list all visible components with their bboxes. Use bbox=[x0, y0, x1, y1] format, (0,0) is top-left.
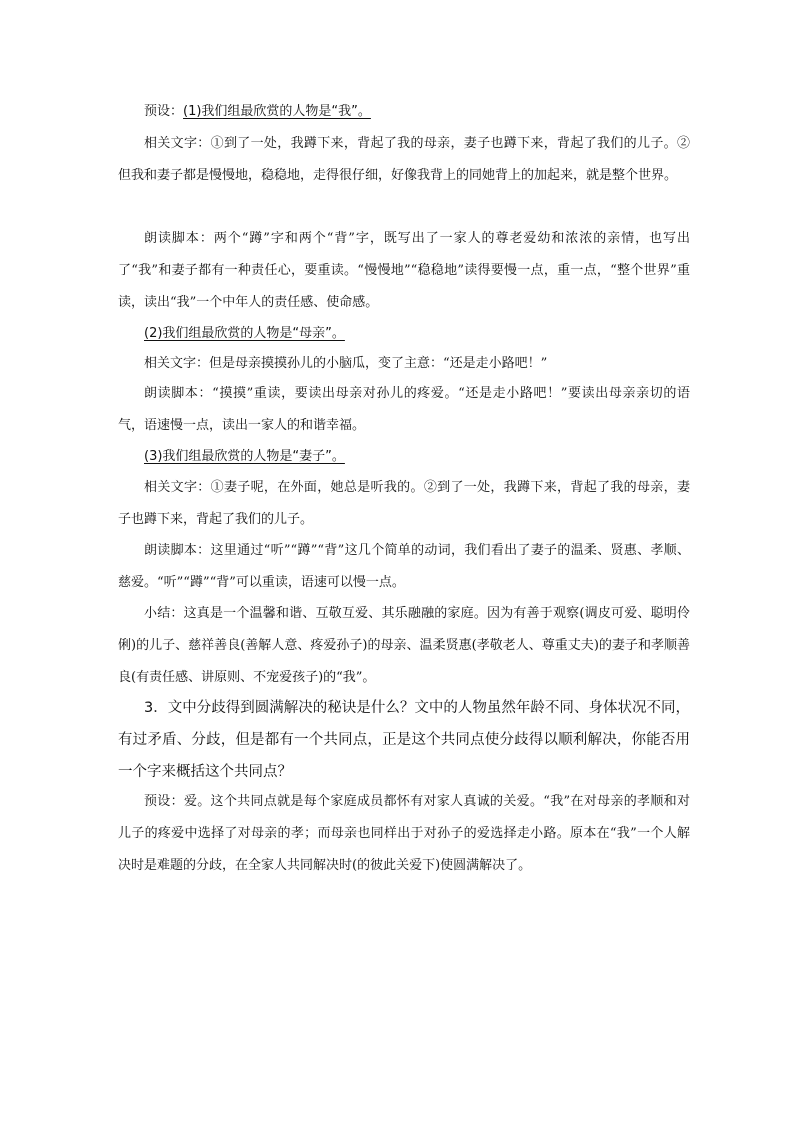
preset-heading-wife: (3)我们组最欣赏的人物是“妻子”。 bbox=[144, 449, 345, 464]
question-3: 3．文中分歧得到圆满解决的秘诀是什么？文中的人物虽然年龄不同、身体状况不同，有过矛盾、分歧，但是都有一个共同点，正是这个共同点使分歧得以顺利解决，你能否用一个字来概括这个共同点？ bbox=[118, 700, 690, 780]
preset-heading-me: (1)我们组最欣赏的人物是“我”。 bbox=[183, 104, 371, 119]
preset-2-heading bbox=[118, 318, 690, 350]
summary-label: 小结： bbox=[144, 606, 184, 621]
reading-script-3 bbox=[118, 535, 690, 599]
reading-script-body: 这里通过“听”“蹲”“背”这几个简单的动词，我们看出了妻子的温柔、贤惠、孝顺、慈爱。“听”“蹲”“背”可以重读，语速可以慢一点。 bbox=[118, 543, 690, 590]
preset-1 bbox=[118, 96, 690, 128]
related-text-body: ①到了一处，我蹲下来，背起了我的母亲，妻子也蹲下来，背起了我们的儿子。②但我和妻子都是慢慢地，稳稳地，走得很仔细，好像我背上的同她背上的加起来，就是整个世界。 bbox=[118, 136, 690, 183]
preset-answer bbox=[118, 786, 690, 882]
related-text-label: 相关文字： bbox=[144, 136, 211, 151]
reading-script-body: “摸摸”重读，要读出母亲对孙儿的疼爱。“还是走小路吧！”要读出母亲亲切的语气，语速慢一点，读出一家人的和谐幸福。 bbox=[118, 386, 690, 433]
reading-script-label: 朗读脚本： bbox=[144, 386, 213, 401]
preset-heading-mother: (2)我们组最欣赏的人物是“母亲”。 bbox=[144, 326, 345, 341]
related-text-body: 但是母亲摸摸孙儿的小脑瓜，变了主意：“还是走小路吧！” bbox=[209, 356, 548, 371]
related-text-3 bbox=[118, 472, 690, 536]
reading-script-body: 两个“蹲”字和两个“背”字，既写出了一家人的尊老爱幼和浓浓的亲情，也写出了“我”和妻子都有一种责任心，要重读。“慢慢地”“稳稳地”读得要慢一点，重一点，“整个世界”重读，读出“我”一个中年人的责任感、使命感。 bbox=[118, 231, 690, 310]
preset-label: 预设： bbox=[144, 794, 184, 809]
related-text-body: ①妻子呢，在外面，她总是听我的。②到了一处，我蹲下来，背起了我的母亲，妻子也蹲下来，背起了我们的儿子。 bbox=[118, 480, 690, 527]
related-text-label: 相关文字： bbox=[144, 480, 211, 495]
reading-script-1 bbox=[118, 223, 690, 319]
preset-answer-body: 爱。这个共同点就是每个家庭成员都怀有对家人真诚的关爱。“我”在对母亲的孝顺和对儿子的疼爱中选择了对母亲的孝；而母亲也同样出于对孙子的爱选择走小路。原本在“我”一个人解决时是难题的分歧，在全家人共同解决时(的彼此关爱下)使圆满解决了。 bbox=[118, 794, 690, 873]
summary-body: 这真是一个温馨和谐、互敬互爱、其乐融融的家庭。因为有善于观察(调皮可爱、聪明伶俐)的儿子、慈祥善良(善解人意、疼爱孙子)的母亲、温柔贤惠(孝敬老人、尊重丈夫)的妻子和孝顺善良(有责任感、讲原则、不宠爱孩子)的“我”。 bbox=[118, 606, 690, 685]
summary bbox=[118, 598, 690, 694]
preset-3-heading bbox=[118, 441, 690, 473]
reading-script-label: 朗读脚本： bbox=[144, 231, 214, 246]
related-text-label: 相关文字： bbox=[144, 356, 210, 371]
related-text-1 bbox=[118, 128, 690, 192]
reading-script-2 bbox=[118, 378, 690, 442]
related-text-2 bbox=[118, 348, 690, 380]
preset-label: 预设： bbox=[144, 104, 184, 119]
reading-script-label: 朗读脚本： bbox=[144, 543, 211, 558]
